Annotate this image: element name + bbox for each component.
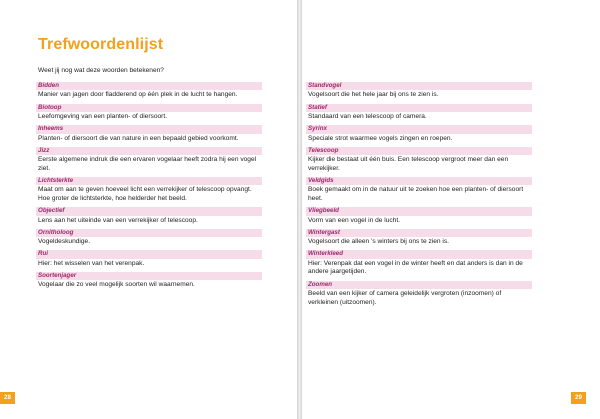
glossary-definition: Vogelaar die zo veel mogelijk soorten wil waarnemen. — [38, 281, 195, 289]
glossary-term: Jizz — [36, 147, 262, 155]
glossary-entry — [36, 177, 262, 204]
page-title: Trefwoordenlijst — [38, 36, 164, 53]
glossary-term: Zoomen — [306, 281, 532, 289]
glossary-entry — [306, 177, 532, 204]
glossary-term: Objectief — [36, 207, 262, 215]
glossary-term: Winterkleed — [306, 250, 532, 258]
glossary-entry — [306, 250, 532, 277]
glossary-definition: Planten- of diersoort die van nature in een bepaald gebied voorkomt. — [38, 134, 239, 142]
glossary-entry — [36, 125, 262, 143]
glossary-entry — [36, 229, 262, 247]
glossary-definition: Vogelsoort die het hele jaar bij ons te zien is. — [308, 91, 439, 99]
glossary-list-right — [306, 82, 532, 311]
glossary-term: Telescoop — [306, 147, 532, 155]
glossary-entry — [36, 104, 262, 122]
glossary-term: Ornitholoog — [36, 229, 262, 237]
glossary-term: Statief — [306, 104, 532, 112]
right-page — [302, 0, 600, 419]
glossary-entry — [306, 125, 532, 143]
glossary-definition: Leefomgeving van een planten- of diersoort. — [38, 113, 168, 120]
glossary-entry — [306, 207, 532, 225]
glossary-term: Vliegbeeld — [306, 207, 532, 215]
glossary-term: Rui — [36, 250, 262, 258]
glossary-definition: Lens aan het uiteinde van een verrekijker of telescoop. — [38, 216, 198, 224]
glossary-definition: Boek gemaakt om in de natuur uit te zoeken hoe een planten- of diersoort heet. — [308, 186, 524, 202]
glossary-entry — [306, 104, 532, 122]
intro-text: Weet jij nog wat deze woorden betekenen? — [38, 67, 164, 74]
glossary-entry — [306, 281, 532, 308]
glossary-definition: Vorm van een vogel in de lucht. — [308, 216, 401, 224]
glossary-definition: Speciale strot waarmee vogels zingen en roepen. — [308, 134, 453, 142]
glossary-entry — [36, 147, 262, 174]
glossary-term: Wintergast — [306, 229, 532, 237]
glossary-entry — [306, 82, 532, 100]
glossary-term: Standvogel — [306, 82, 532, 90]
glossary-entry — [36, 207, 262, 225]
glossary-entry — [36, 82, 262, 100]
glossary-term: Veldgids — [306, 177, 532, 185]
glossary-definition: Vogelsoort die alleen ’s winters bij ons te zien is. — [308, 238, 449, 246]
glossary-definition: Standaard van een telescoop of camera. — [308, 113, 427, 120]
glossary-term: Soortenjager — [36, 272, 262, 280]
glossary-definition: Vogeldeskundige. — [38, 238, 91, 246]
glossary-term: Lichtsterkte — [36, 177, 262, 185]
glossary-definition: Kijker die bestaat uit één buis. Een telescoop vergroot meer dan een verrekijker. — [308, 156, 509, 172]
glossary-definition: Manier van jagen door fladderend op één plek in de lucht te hangen. — [38, 91, 238, 99]
glossary-entry — [306, 147, 532, 174]
glossary-term: Syrinx — [306, 125, 532, 133]
glossary-entry — [36, 272, 262, 290]
glossary-definition: Maat om aan te geven hoeveel licht een verrekijker of telescoop opvangt. Hoe groter de lichtsterkte, hoe helderder het beeld. — [38, 186, 252, 202]
glossary-term: Bidden — [36, 82, 262, 90]
page-number-left: 28 — [0, 392, 15, 404]
left-page — [0, 0, 297, 419]
glossary-definition: Hier: het wisselen van het verenpak. — [38, 259, 145, 267]
glossary-definition: Beeld van een kijker of camera geleidelijk vergroten (inzoomen) of verkleinen (uitzoomen). — [308, 289, 502, 306]
glossary-definition: Hier: Verenpak dat een vogel in de winter heeft en dat anders is dan in de andere jaargetijden. — [308, 259, 523, 276]
glossary-entry — [306, 229, 532, 247]
page-number-right: 29 — [571, 392, 586, 404]
glossary-term: Biotoop — [36, 104, 262, 112]
glossary-term: Inheems — [36, 125, 262, 133]
glossary-entry — [36, 250, 262, 268]
glossary-list-left — [36, 82, 262, 294]
glossary-definition: Eerste algemene indruk die een ervaren vogelaar heeft zodra hij een vogel ziet. — [38, 156, 257, 172]
